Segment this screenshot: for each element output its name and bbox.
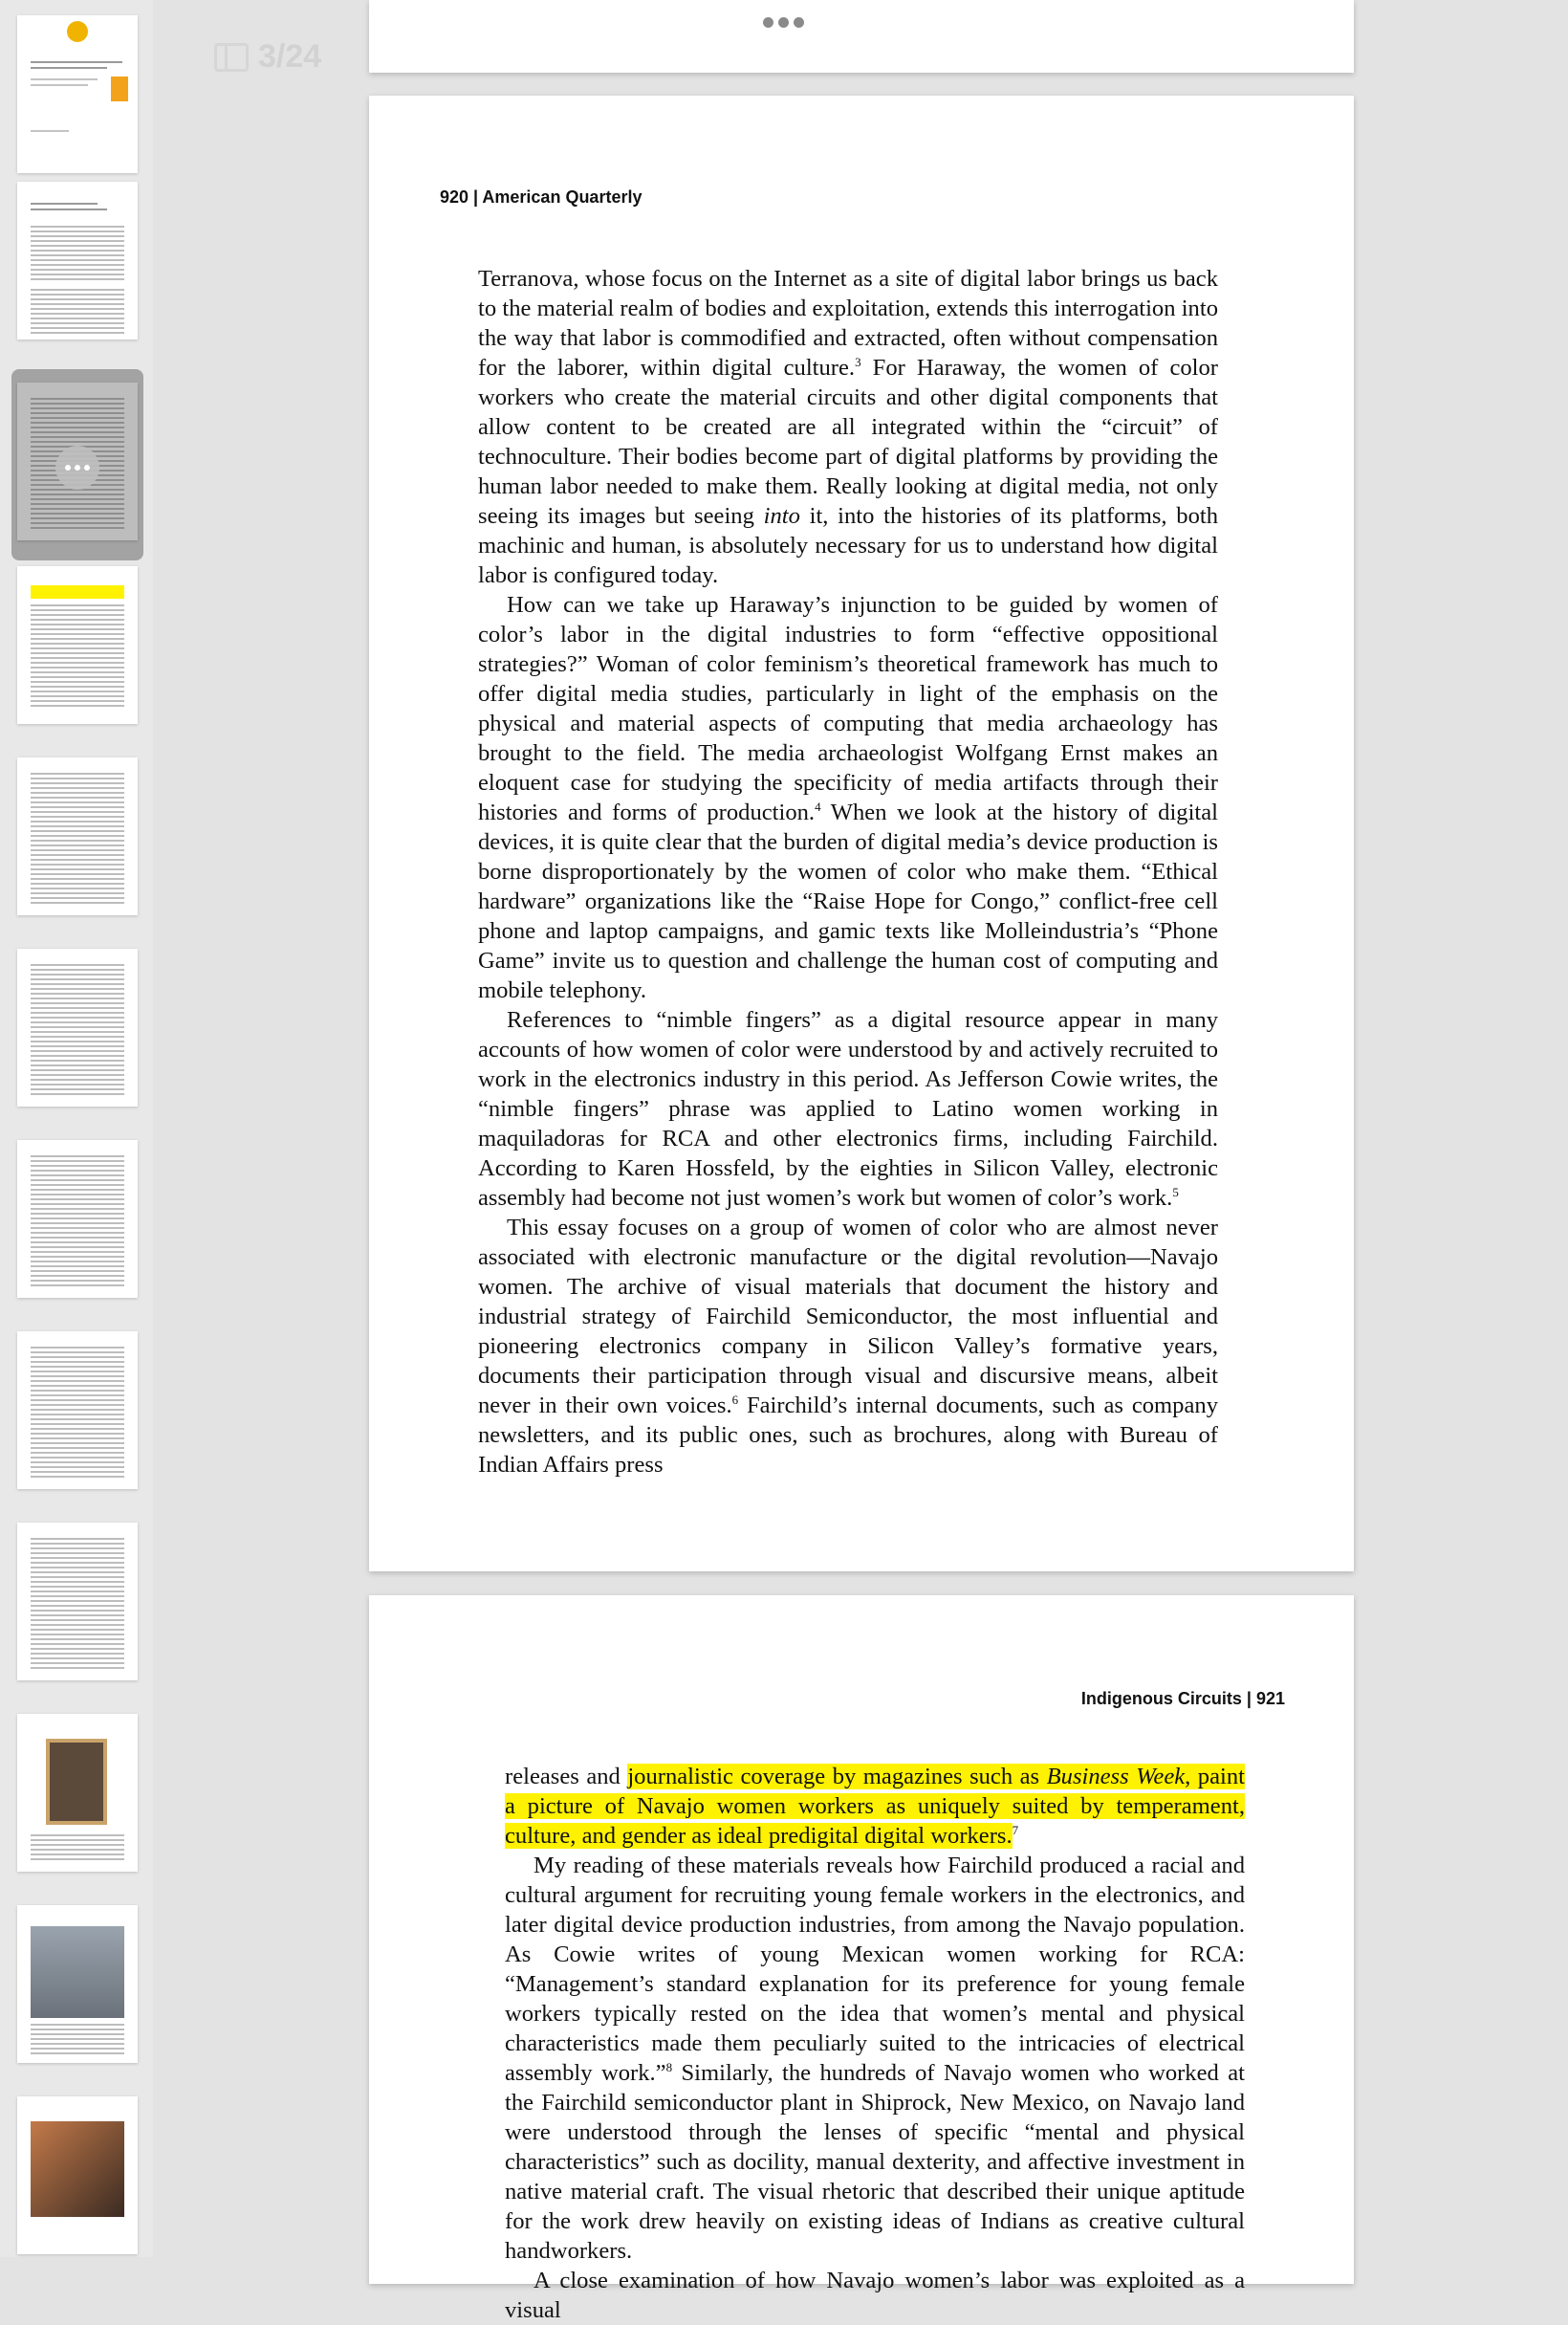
paragraph: My reading of these materials reveals how Fairchild produced a racial and cultural argument for recruiting young female workers in the electronics, and later digital device production industries, from among the Navajo population. As Cowie writes of young Mexican women working for RCA: “Management’s standard explanation for its preference for young female workers typically rested on the idea that women’s mental and physical characteristics made them peculiarly suited to the intricacies of electrical assembly work.”$^8$ Similarly, the hundreds of Navajo women who worked at the Fairchild semiconductor plant in Shiprock, New Mexico, on Navajo land were understood through the lenses of specific “mental and physical characteristics” such as docility, manual dexterity, and affective investment in native material craft. The visual rhetoric that described their unique aptitude for the work drew heavily on existing ideas of Indians as creative cultural handworkers. <box>505 1853 1245 2264</box>
page-previous <box>369 0 1354 73</box>
page-thumbnail-7[interactable] <box>17 1140 138 1298</box>
paragraph: releases and journalistic coverage by magazines such as Business Week, paint a picture of Navajo women workers as uniquely suited by temperament, culture, and gender as ideal predigital digital workers.$^7$ <box>505 1764 1245 1849</box>
sidebar-icon[interactable] <box>214 43 249 72</box>
paragraph: References to “nimble fingers” as a digital resource appear in many accounts of how women of color were understood by and actively recruited to work in the electronics industry in this period. As Jefferson Cowie writes, the “nimble fingers” phrase was applied to Latino women working in maquiladoras for RCA and other electronics firms, including Fairchild. According to Karen Hossfeld, by the eighties in Silicon Valley, electronic assembly had become not just women’s work but women of color’s work.$^5$ <box>478 1007 1218 1211</box>
page-thumbnail-1[interactable] <box>17 15 138 173</box>
body-text <box>478 264 1218 1480</box>
logo-icon <box>67 21 88 42</box>
more-icon[interactable] <box>763 17 804 28</box>
page-thumbnail-8[interactable] <box>17 1331 138 1489</box>
page-thumbnail-11[interactable] <box>17 1905 138 2063</box>
page-921 <box>369 1595 1354 2323</box>
page-counter <box>214 38 321 76</box>
page-thumbnail-5[interactable] <box>17 757 138 915</box>
running-head: 920 | American Quarterly <box>440 187 642 207</box>
paragraph: How can we take up Haraway’s injunction to be guided by women of color’s labor in the digital industries to form “effective oppositional strategies?” Woman of color feminism’s theoretical framework has much to offer digital media studies, particularly in light of the emphasis on the physical and material aspects of computing that media archaeology has brought to the field. The media archaeologist Wolfgang Ernst makes an eloquent case for studying the specificity of media artifacts through their histories and forms of production.$^4$ When we look at the history of digital devices, it is quite clear that the burden of digital media’s device production is borne disproportionately by the women of color who make them. “Ethical hardware” organizations like the “Raise Hope for Congo,” conflict-free cell phone and laptop campaigns, and gamic texts like Molleindustria’s “Phone Game” invite us to question and challenge the human cost of computing and mobile telephony. <box>478 592 1218 1003</box>
photo-image <box>31 1926 124 2018</box>
page-counter-label: 3/24 <box>258 38 322 75</box>
page-thumbnail-10[interactable] <box>17 1714 138 1872</box>
thumbnail-sidebar[interactable] <box>0 0 153 2257</box>
page-thumbnail-4[interactable] <box>17 566 138 724</box>
page-thumbnail-6[interactable] <box>17 949 138 1107</box>
paragraph: This essay focuses on a group of women of color who are almost never associated with electronic manufacture or the digital revolution—Navajo women. The archive of visual materials that document the history and industrial strategy of Fairchild Semiconductor, the most influential and pioneering electronics company in Silicon Valley’s formative years, documents their participation through visual and discursive means, albeit never in their own voices.$^6$ Fairchild’s internal documents, such as company newsletters, and its public ones, such as brochures, along with Bureau of Indian Affairs press <box>478 1215 1218 1478</box>
page-920 <box>369 96 1354 1571</box>
highlight-mark <box>31 585 124 599</box>
page-thumbnail-2[interactable] <box>17 182 138 340</box>
body-text <box>505 1762 1245 2325</box>
rug-image <box>46 1739 107 1825</box>
running-head: Indigenous Circuits | 921 <box>1080 1689 1285 1708</box>
page-thumbnail-12[interactable] <box>17 2096 138 2254</box>
text-highlight[interactable]: journalistic coverage by magazines such as Business Week, paint a picture of Navajo women workers as uniquely suited by temperament, culture, and gender as ideal predigital digital workers. <box>505 1764 1245 1849</box>
page-thumbnail-9[interactable] <box>17 1523 138 1680</box>
more-icon[interactable] <box>55 446 99 490</box>
paragraph: Terranova, whose focus on the Internet as a site of digital labor brings us back to the material realm of bodies and exploitation, extends this interrogation into the way that labor is commodified and extracted, often without compensation for the laborer, within digital culture.$^3$ For Haraway, the women of color workers who create the material circuits and other digital components that allow content to be created are all integrated within the “circuit” of technoculture. Their bodies become part of digital platforms by providing the human labor needed to make them. Really looking at digital media, not only seeing its images but seeing into it, into the histories of its platforms, both machinic and human, is absolutely necessary for us to understand how digital labor is configured today. <box>478 266 1219 588</box>
photo-image <box>31 2121 124 2217</box>
paragraph: A close examination of how Navajo women’s labor was exploited as a visual <box>505 2268 1245 2323</box>
cover-image <box>111 77 128 101</box>
